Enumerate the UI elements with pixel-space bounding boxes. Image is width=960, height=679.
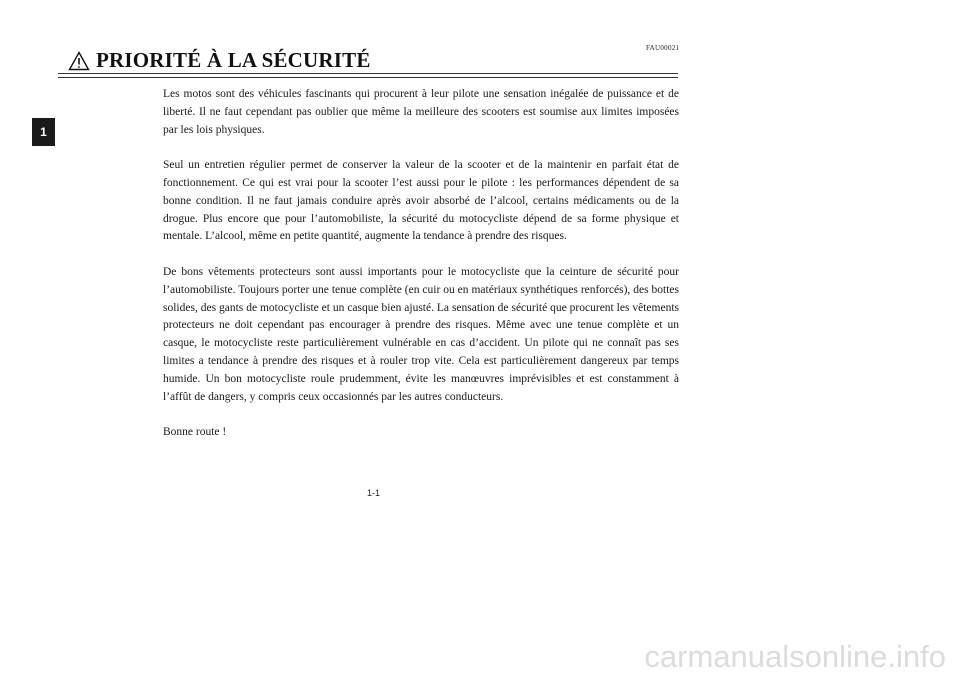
paragraph-closing: Bonne route ! [163,426,227,439]
page-number: 1-1 [367,488,381,498]
paragraph-protective-gear: De bons vêtements protecteurs sont aussi importants pour le motocycliste que la ceinture de sécurité pour l’automobiliste. Toujours porter une tenue complète (en cuir ou en matériaux synthétiques renforcés), des bottes solides, des gants de motocycliste et un casque bien ajusté. La sensation de sécurité que procurent les vêtements protecteurs ne doit cependant pas encourager à prendre des risques. Même avec une tenue complète et un casque, le motocycliste reste particulièrement vulnérable en cas d’accident. Un pilote qui ne connaît pas ses limites a tendance à prendre des risques et à rouler trop vite. Cela est particulièrement dangereux par temps humide. Un bon motocycliste roule prudemment, évite les manœuvres imprévisibles et est constamment à l’affût de dangers, y compris ceux occasionnés par les autres conducteurs. [163,265,679,403]
paragraph-intro: Les motos sont des véhicules fascinants qui procurent à leur pilote une sensation inégalée de puissance et de liberté. Il ne faut cependant pas oublier que même la meilleure des scooters est soumise aux limites imposées par les lois physiques. [163,88,679,136]
title-row [68,48,371,73]
warning-triangle-icon [68,51,90,71]
body-text [163,86,679,460]
watermark: carmanualsonline.info [644,639,946,674]
title-rule-top [58,73,678,74]
chapter-tab: 1 [32,118,55,146]
title-rule-bottom [58,77,678,78]
document-code: FAU00021 [646,44,680,52]
page-title: PRIORITÉ À LA SÉCURITÉ [96,48,371,72]
paragraph-maintenance: Seul un entretien régulier permet de conserver la valeur de la scooter et de la maintenir en parfait état de fonctionnement. Ce qui est vrai pour la scooter l’est aussi pour le pilote : les performances dépendent de sa bonne condition. Il ne faut jamais conduire après avoir absorbé de l’alcool, certains médicaments ou de la drogue. Plus encore que pour l’automobiliste, la sécurité du motocycliste dépend de sa forme physique et mentale. L’alcool, même en petite quantité, augmente la tendance à prendre des risques. [163,159,679,243]
